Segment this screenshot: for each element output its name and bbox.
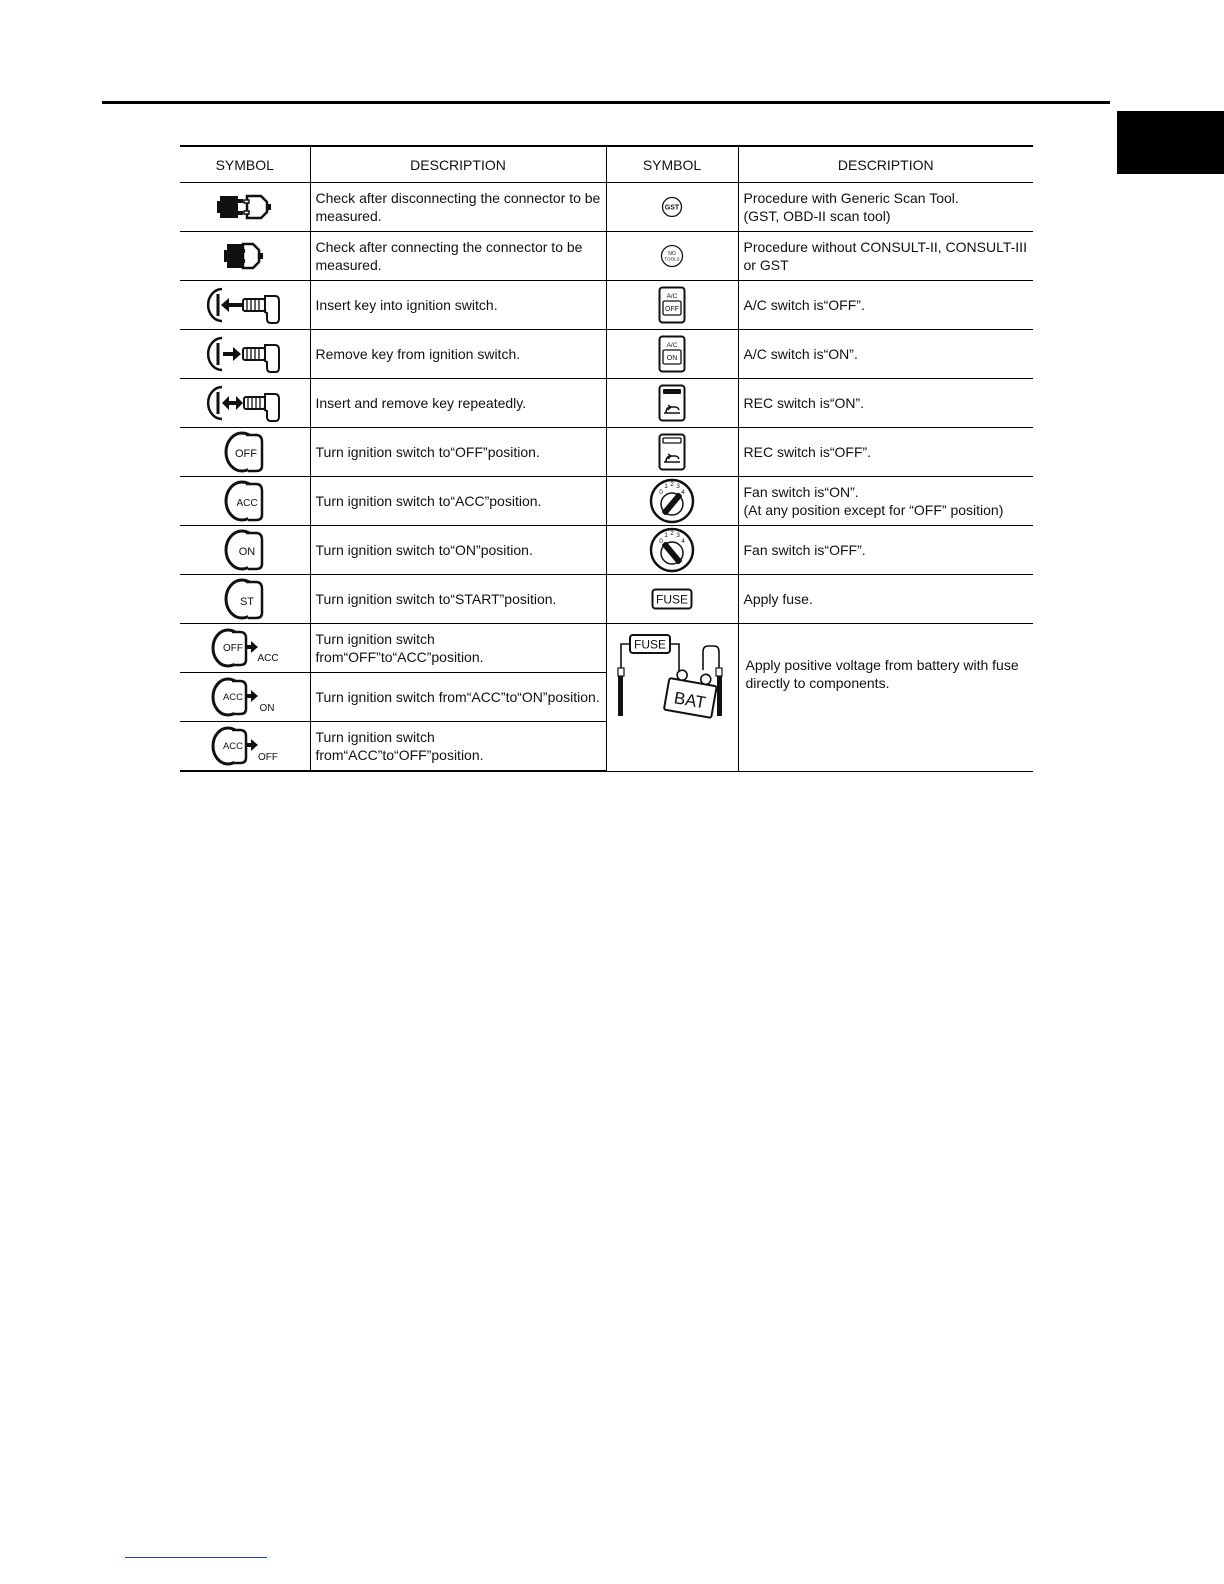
table-row: [180, 183, 1033, 232]
ac-label: A/C: [666, 293, 678, 300]
header-symbol: SYMBOL: [180, 146, 310, 183]
row-description: [738, 379, 1033, 428]
header-symbol: SYMBOL: [606, 146, 738, 183]
header-description: DESCRIPTION: [310, 146, 606, 183]
ignition-on-icon: [222, 528, 268, 572]
table-row: [180, 575, 1033, 624]
row-description: [738, 526, 1033, 575]
row-description: [738, 624, 1033, 772]
acc-label: ACC: [236, 498, 258, 509]
fan-digit: 0: [659, 538, 663, 545]
fan-digit: 4: [681, 489, 685, 496]
table-row: [180, 281, 1033, 330]
ignition-start-icon: [222, 577, 268, 621]
row-description: Remove key from ignition switch.: [310, 330, 606, 379]
fan-digit: 2: [670, 530, 674, 537]
row-description-line: Apply fuse.: [743, 591, 813, 607]
row-description: [738, 477, 1033, 526]
row-description: [738, 183, 1033, 232]
table-row: [180, 232, 1033, 281]
row-description: Turn ignition switch from“ACC”to“OFF”position.: [310, 722, 606, 772]
header-description: DESCRIPTION: [738, 146, 1033, 183]
acc-label: ACC: [257, 653, 279, 664]
row-description: Insert and remove key repeatedly.: [310, 379, 606, 428]
fan-off-icon: [649, 527, 695, 573]
rec-on-icon: [658, 384, 686, 422]
row-description: Turn ignition switch to“OFF”position.: [310, 428, 606, 477]
row-description-line: A/C switch is“OFF”.: [743, 297, 865, 313]
ignition-acc-to-off-icon: [210, 724, 280, 768]
row-description: Turn ignition switch from“OFF”to“ACC”position.: [310, 624, 606, 673]
connector-connected-icon: [223, 236, 267, 276]
gst-icon: [661, 196, 683, 218]
row-description: Turn ignition switch to“START”position.: [310, 575, 606, 624]
no-tools-icon: [660, 244, 684, 268]
insert-remove-key-icon: [205, 383, 285, 423]
table-row: [180, 477, 1033, 526]
off-label: OFF: [222, 643, 243, 654]
row-description: Turn ignition switch to“ACC”position.: [310, 477, 606, 526]
battery-fuse-icon: [611, 632, 733, 724]
row-description-line: (GST, OBD-II scan tool): [743, 208, 891, 224]
header-rule: [102, 101, 1110, 104]
row-description: [738, 428, 1033, 477]
table-header-row: [180, 146, 1033, 183]
symbol-table: [180, 145, 1033, 772]
row-description: [738, 232, 1033, 281]
rec-off-icon: [658, 433, 686, 471]
row-description-line: Fan switch is“ON”.: [743, 484, 859, 500]
row-description-line: directly to components.: [745, 675, 890, 691]
off-label: OFF: [257, 752, 278, 763]
fuse-label: FUSE: [633, 637, 667, 652]
row-description: [738, 281, 1033, 330]
bat-label: BAT: [672, 688, 708, 713]
fan-digit: 3: [676, 532, 680, 539]
connector-disconnected-icon: [217, 187, 273, 227]
row-description-line: or GST: [743, 257, 789, 273]
fuse-icon: [651, 588, 693, 610]
ac-on-icon: [658, 335, 686, 373]
table-row: [180, 379, 1033, 428]
row-description: Check after connecting the connector to be measured.: [310, 232, 606, 281]
off-label: OFF: [665, 306, 679, 313]
row-description-line: Apply positive voltage from battery with fuse: [745, 657, 1019, 673]
fuse-label: FUSE: [655, 592, 689, 607]
footer-link-underline[interactable]: [125, 1557, 267, 1558]
ignition-acc-to-on-icon: [210, 675, 280, 719]
fan-digit: 4: [681, 538, 685, 545]
row-description: Turn ignition switch to“ON”position.: [310, 526, 606, 575]
on-label: ON: [259, 703, 275, 714]
row-description: [738, 330, 1033, 379]
fan-digit: 1: [664, 532, 668, 539]
row-description-line: A/C switch is“ON”.: [743, 346, 858, 362]
acc-label: ACC: [222, 692, 243, 703]
fan-digit: 0: [659, 489, 663, 496]
remove-key-icon: [205, 334, 285, 374]
on-label: ON: [666, 355, 678, 362]
no-label: NO: [668, 251, 676, 257]
row-description-line: Fan switch is“OFF”.: [743, 542, 866, 558]
fan-digit: 1: [664, 483, 668, 490]
row-description: Turn ignition switch from“ACC”to“ON”position.: [310, 673, 606, 722]
row-description: Check after disconnecting the connector to be measured.: [310, 183, 606, 232]
row-description-line: Procedure without CONSULT-II, CONSULT-III: [743, 239, 1027, 255]
on-label: ON: [238, 546, 255, 558]
fan-on-icon: [649, 478, 695, 524]
ac-label: A/C: [666, 342, 678, 349]
table-row: [180, 330, 1033, 379]
ignition-off-to-acc-icon: [210, 626, 280, 670]
row-description-line: (At any position except for “OFF” position): [743, 502, 1004, 518]
ac-off-icon: [658, 286, 686, 324]
row-description-line: Procedure with Generic Scan Tool.: [743, 190, 959, 206]
table-row: [180, 526, 1033, 575]
gst-label: GST: [664, 204, 680, 212]
fan-digit: 2: [670, 481, 674, 488]
section-tab: [1117, 111, 1224, 174]
acc-label: ACC: [222, 741, 243, 752]
ignition-off-icon: [222, 430, 268, 474]
off-label: OFF: [234, 448, 257, 460]
row-description-line: REC switch is“ON”.: [743, 395, 865, 411]
row-description: Insert key into ignition switch.: [310, 281, 606, 330]
insert-key-icon: [205, 285, 285, 325]
fan-digit: 3: [676, 483, 680, 490]
row-description: [738, 575, 1033, 624]
row-description-line: REC switch is“OFF”.: [743, 444, 872, 460]
table-row: [180, 624, 1033, 673]
table-row: [180, 428, 1033, 477]
tools-label: TOOLS: [664, 256, 680, 262]
st-label: ST: [239, 596, 254, 608]
ignition-acc-icon: [222, 479, 268, 523]
